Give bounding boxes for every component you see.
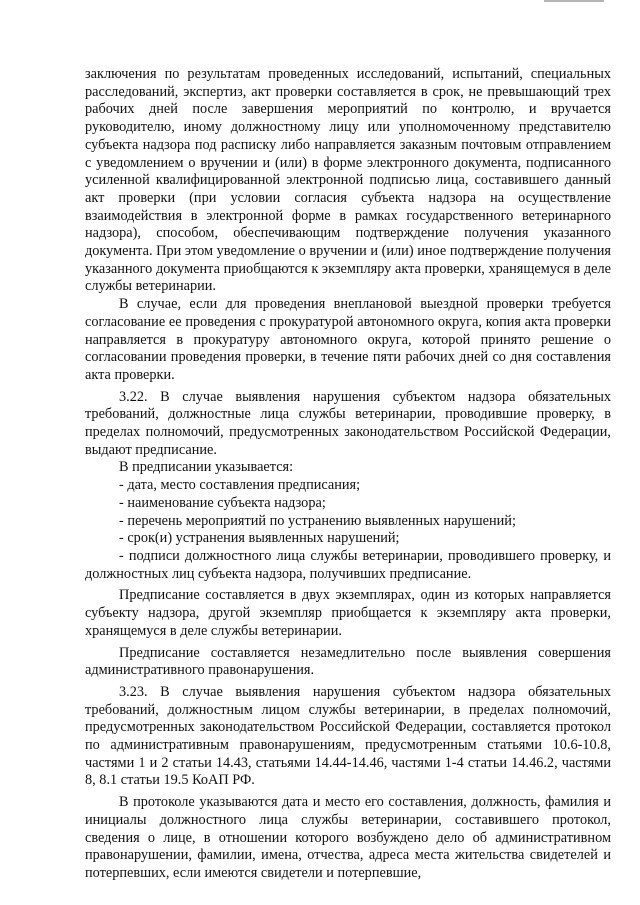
- paragraph-prosecutor-copy: В случае, если для проведения внеплановой выездной проверки требуется согласование ее проведения с прокуратурой автономного округа, копия акта проверки направляется в прокуратуру автономного округа, которой принято решение о согласовании проведения проверки, в течение пяти рабочих дней со дня составления акта проверки.: [85, 296, 611, 383]
- scan-edge-mark: [544, 0, 604, 2]
- list-item-subject-name: - наименование субъекта надзора;: [119, 494, 326, 511]
- list-item-signatures: - подписи должностного лица службы ветеринарии, проводившего проверку, и должностных лиц субъекта надзора, получивших предписание.: [85, 547, 611, 582]
- paragraph-order-contents-heading: В предписании указывается:: [119, 459, 294, 476]
- paragraph-3-23: 3.23. В случае выявления нарушения субъектом надзора обязательных требований, должностным лицом службы ветеринарии, в пределах полномочий, предусмотренных законодательством Российской Федерации, составляется протокол по административным правонарушениям, предусмотренным статьями 10.6-10.8, частями 1 и 2 статьи 14.43, статьями 14.44-14.46, частями 1-4 статьи 14.46.2, частями 8, 8.1 статьи 19.5 КоАП РФ.: [85, 683, 611, 789]
- paragraph-two-copies: Предписание составляется в двух экземплярах, один из которых направляется субъекту надзора, другой экземпляр приобщается к экземпляру акта проверки, хранящемуся в деле службы ветеринарии.: [85, 587, 611, 639]
- document-body: [85, 66, 611, 883]
- list-item-measures: - перечень мероприятий по устранению выявленных нарушений;: [119, 512, 516, 529]
- list-item-date-place: - дата, место составления предписания;: [119, 477, 361, 494]
- list-item-deadlines: - срок(и) устранения выявленных нарушений;: [119, 530, 400, 547]
- paragraph-3-22: 3.22. В случае выявления нарушения субъектом надзора обязательных требований, должностные лица службы ветеринарии, проводившие проверку, в пределах полномочий, предусмотренных законодательством Российской Федерации, выдают предписание.: [85, 388, 611, 458]
- paragraph-immediate-order: Предписание составляется незамедлительно после выявления совершения административного правонарушения.: [85, 644, 611, 679]
- paragraph-act-delivery: заключения по результатам проведенных исследований, испытаний, специальных расследований, экспертиз, акт проверки составляется в срок, не превышающий трех рабочих дней после завершения мероприятий по контролю, и вручается руководителю, иному должностному лицу или уполномоченному представителю субъекта надзора под расписку либо направляется заказным почтовым отправлением с уведомлением о вручении и (или) в форме электронного документа, подписанного усиленной квалифицированной электронной подписью лица, составившего данный акт проверки (при условии согласия субъекта надзора на осуществление взаимодействия в электронной форме в рамках государственного ветеринарного надзора), способом, обеспечивающим подтверждение получения указанного документа. При этом уведомление о вручении и (или) иное подтверждение получения указанного документа приобщаются к экземпляру акта проверки, хранящемуся в деле службы ветеринарии.: [85, 66, 611, 295]
- paragraph-protocol-contents: В протоколе указываются дата и место его составления, должность, фамилия и инициалы должностного лица службы ветеринарии, составившего протокол, сведения о лице, в отношении которого возбуждено дело об административном правонарушении, фамилии, имена, отчества, адреса места жительства свидетелей и потерпевших, если имеются свидетели и потерпевшие,: [85, 794, 611, 881]
